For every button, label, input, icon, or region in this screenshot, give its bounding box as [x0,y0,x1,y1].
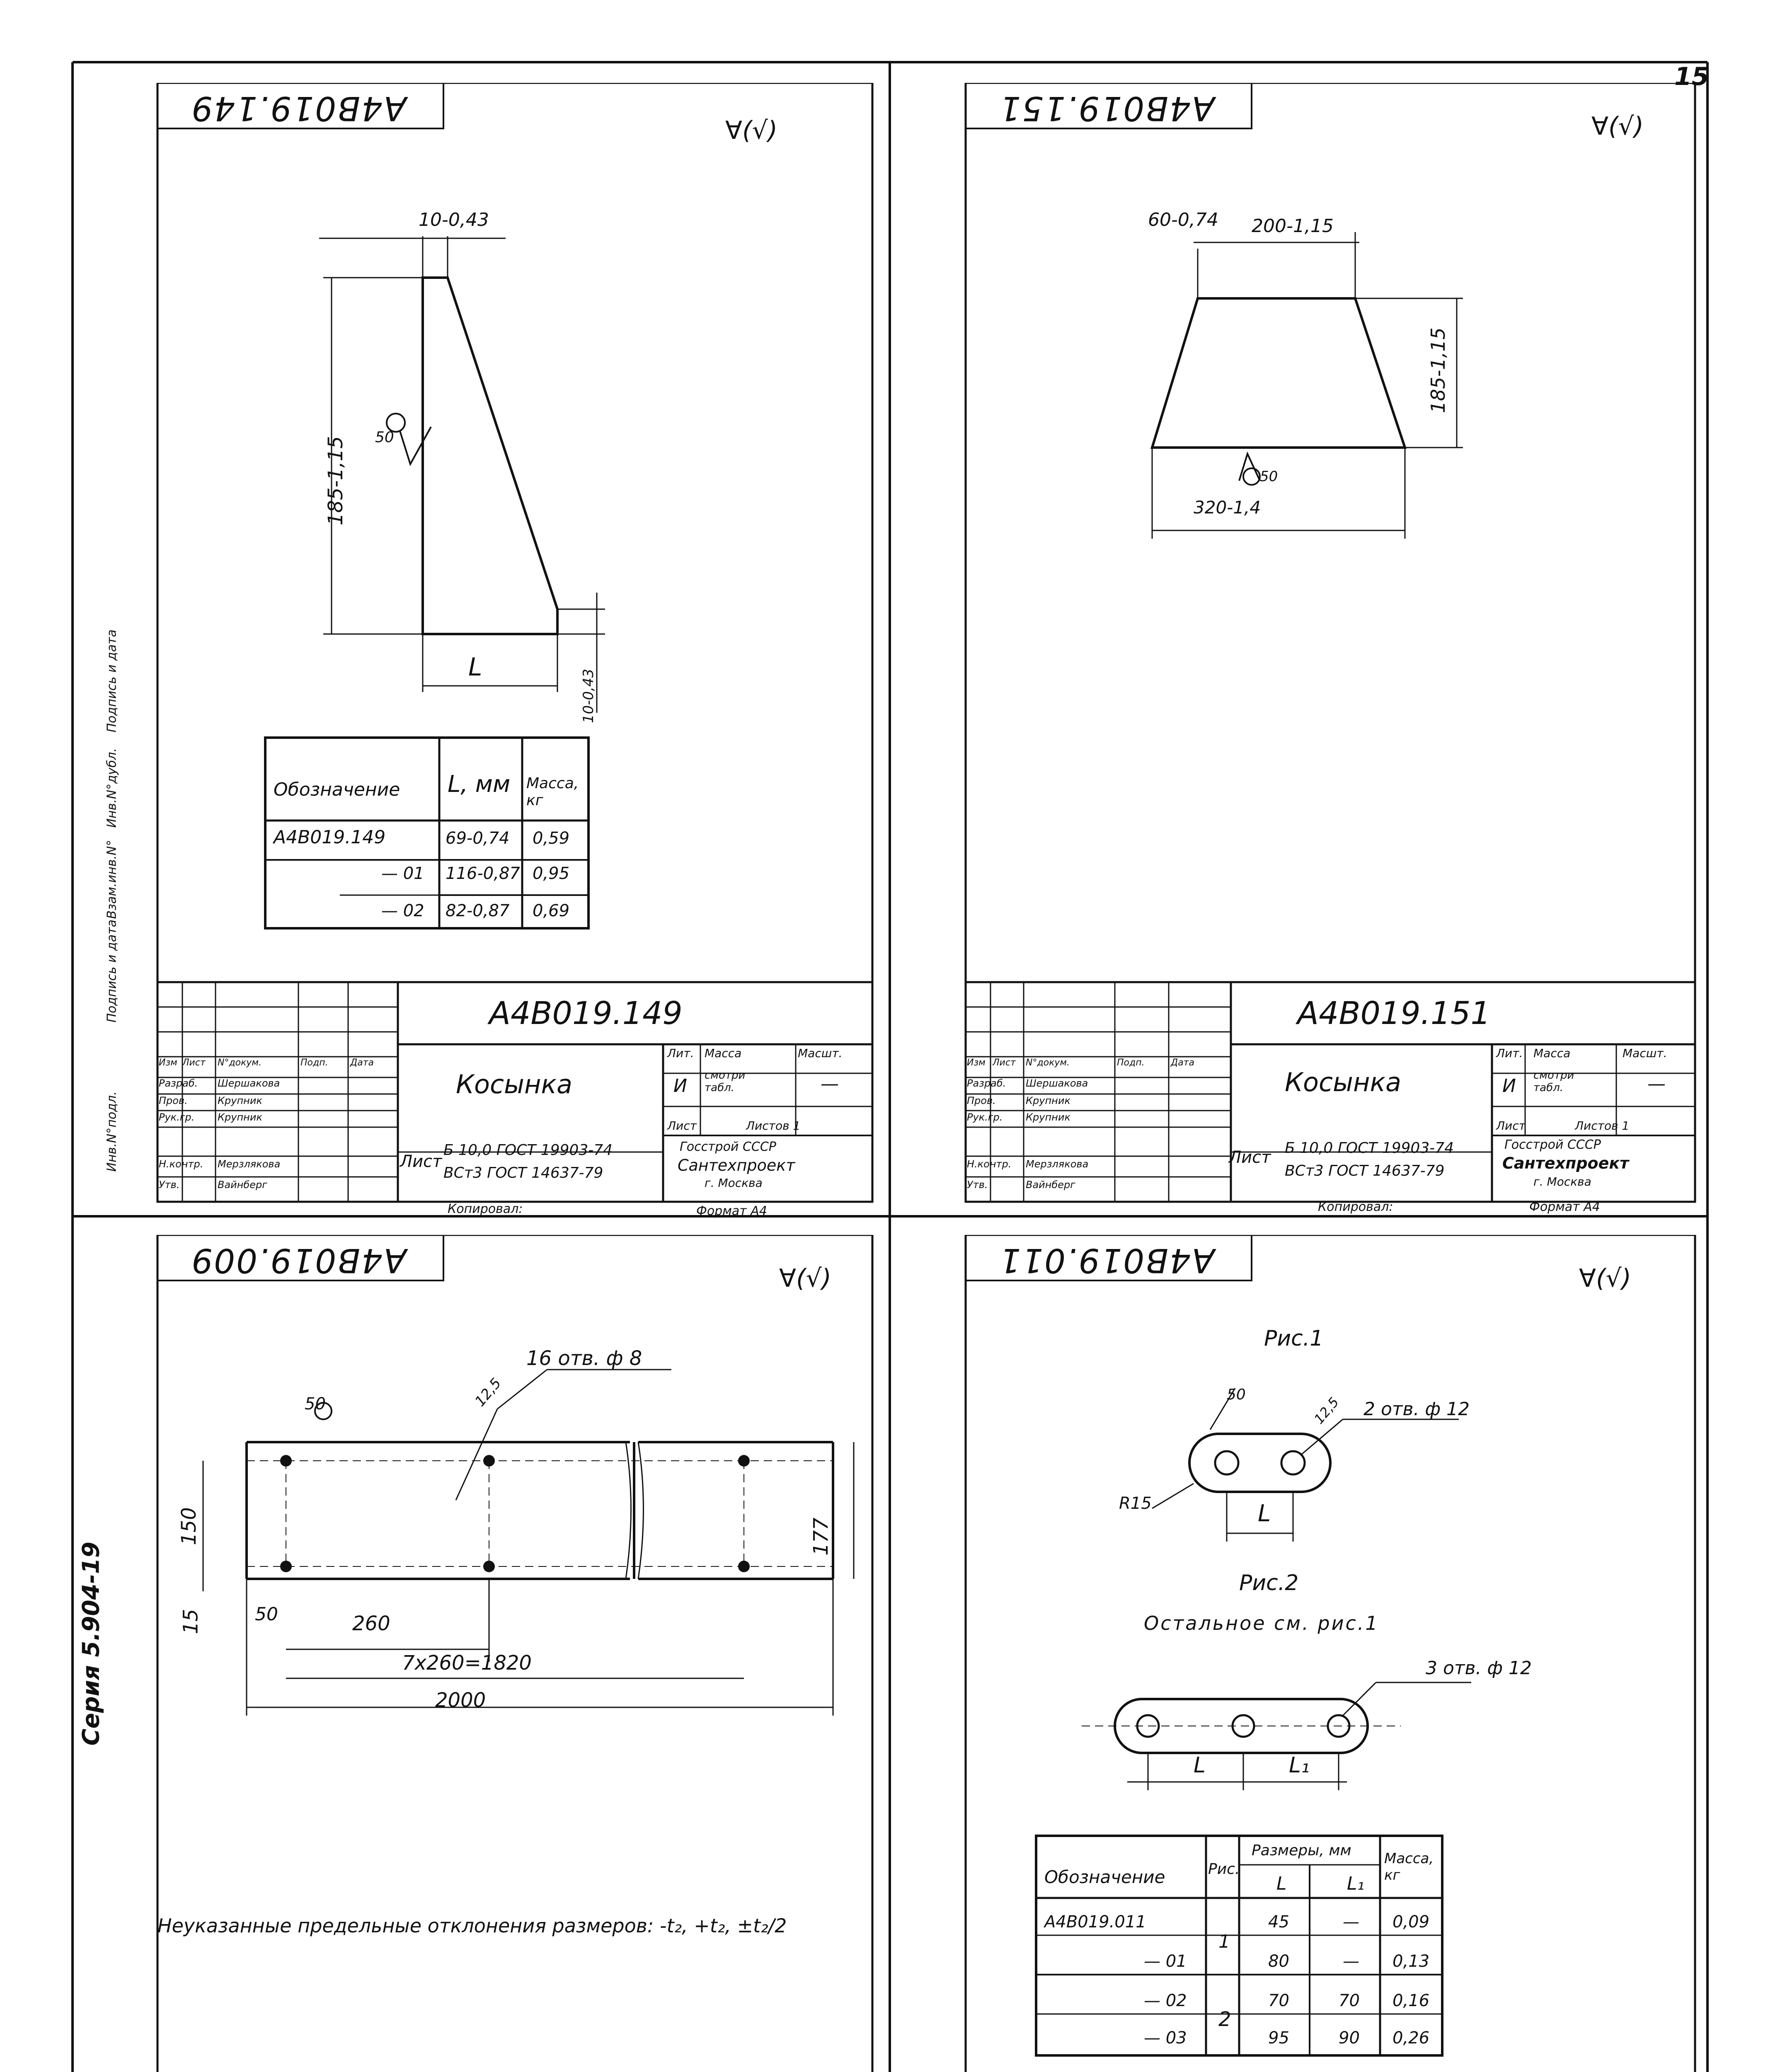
dim-177-009: 177 [809,1518,833,1556]
tb-151-col-date: Дата [1171,1058,1194,1068]
table-011-r3-c4: 0,26 [1393,2028,1430,2048]
tb-149-col-doc: N°докум. [218,1058,262,1068]
tb-151-format: Формат А4 [1529,1200,1600,1214]
dim-150-009: 150 [177,1507,201,1545]
side-label-1: Подпись и дата [104,920,119,1023]
table-011-header-2: Размеры, мм [1252,1842,1351,1859]
table-149-r1-c0: — 01 [381,864,424,883]
table-011-header-0: Обозначение [1044,1867,1165,1887]
fig2-note: Остальное см. рис.1 [1144,1612,1379,1634]
sheet-151 [903,83,1699,1210]
tb-151-code: А4В019.151 [1297,995,1491,1031]
weld-label-009: 50 [305,1394,326,1414]
tb-151-scale-label: Масшт. [1623,1046,1667,1060]
table-149-r2-c1: 82-0,87 [446,901,510,920]
fig2-holes: 3 отв. ф 12 [1426,1658,1532,1679]
tb-149-col-date: Дата [350,1058,374,1068]
tb-149-org-2: Сантехпроект [678,1156,795,1174]
dim-bottom-151: 320-1,4 [1194,497,1261,518]
table-011-r2-c1: 2 [1218,2008,1231,2031]
tb-151-role-4: Утв. [967,1179,988,1191]
tb-149-name-4: Вайнберг [218,1179,267,1191]
tb-149-lit-label: Лит. [667,1046,694,1060]
tb-151-org-2: Сантехпроект [1502,1154,1629,1172]
table-011-r1-c4: 0,13 [1393,1952,1430,1971]
tb-151-col-doc: N°докум. [1026,1058,1070,1068]
table-011-r0-c4: 0,09 [1393,1912,1430,1932]
tb-149-sheets-label: Листов 1 [746,1119,801,1133]
tb-151-col-izm: Изм [967,1058,986,1068]
fig2-label: Рис.2 [1239,1571,1299,1595]
tb-151-material-bottom: ВСт3 ГОСТ 14637-79 [1285,1162,1445,1179]
table-149-r0-c2: 0,59 [533,829,570,848]
tb-151-org-3: г. Москва [1533,1175,1591,1188]
roughness-symbol-011: ∀(√) [1579,1264,1632,1293]
table-011-r0-c1: 1 [1218,1931,1230,1952]
side-label-0: Инв.N°подл. [104,1091,119,1172]
dim-top-149: 10-0,43 [419,209,489,230]
fig1-weld: 50 [1227,1386,1246,1403]
sheet-149 [83,83,879,1210]
tb-151-lit-label: Лит. [1496,1046,1523,1060]
gusset-part-151 [1152,232,1463,539]
tb-149-material-top: Б 10,0 ГОСТ 19903-74 [443,1142,613,1159]
sheet-011-stamp: А4В019.011 [998,1241,1215,1280]
tb-151-role-0: Разраб. [967,1077,1006,1089]
tb-149-scale-value: — [821,1073,839,1094]
tb-149-mass-label: Масса [705,1046,742,1060]
tb-149-org-3: г. Москва [705,1176,763,1190]
roughness-12-5-009: 12,5 [472,1375,505,1410]
dim-L-149: L [468,653,482,682]
table-149-r0-c1: 69-0,74 [446,829,510,848]
fig1-label: Рис.1 [1264,1326,1324,1351]
tb-151-mass-label: Масса [1533,1046,1571,1060]
table-149-r1-c1: 116-0,87 [446,864,520,883]
holes-label-009: 16 отв. ф 8 [526,1347,642,1370]
tb-151-name-4: Вайнберг [1026,1179,1075,1191]
table-011-sub-0: L [1276,1873,1287,1894]
tb-149-code: А4В019.149 [489,995,683,1031]
tb-149-material-bottom: ВСт3 ГОСТ 14637-79 [443,1164,603,1181]
table-011-r3-c0: — 03 [1144,2028,1187,2048]
tb-151-mass-value: смотри табл. [1533,1069,1574,1094]
table-011-r1-c3: — [1343,1952,1359,1971]
fig1-roughness: 12,5 [1311,1394,1342,1427]
tb-151-title: Косынка [1285,1067,1401,1097]
dim-right-151: 185-1,15 [1427,327,1449,413]
fig1-holes: 2 отв. ф 12 [1363,1399,1470,1420]
tb-151-role-3: Н.контр. [967,1158,1012,1170]
gusset-part-149 [319,236,605,713]
tb-151-role-1: Пров. [967,1095,996,1106]
sheet-151-stamp: А4В019.151 [998,89,1215,128]
tb-151-role-2: Рук.гр. [967,1111,1003,1123]
tb-151-name-3: Мерзлякова [1026,1158,1089,1170]
weld-label-149: 50 [375,429,394,446]
tb-149-org-1: Госстрой СССР [680,1140,776,1154]
tb-149-col-izm: Изм [159,1058,177,1068]
tb-149-name-1: Крупник [218,1095,262,1106]
dim-50-009: 50 [255,1604,278,1625]
table-149-header-1: L, мм [448,771,511,798]
dim-2000-009: 2000 [435,1689,486,1712]
side-label-2: Взам.инв.N° [104,840,119,919]
tb-149-role-3: Н.контр. [159,1158,203,1170]
table-011-r2-c0: — 02 [1144,1991,1187,2010]
table-011-r2-c4: 0,16 [1393,1991,1430,2010]
tb-151-copied: Копировал: [1318,1200,1393,1214]
fig2-dim-L: L [1194,1753,1206,1778]
tb-149-role-4: Утв. [159,1179,180,1191]
dim-bottom-right-149: 10-0,43 [580,668,597,723]
table-011-header-1: Рис. [1208,1861,1240,1878]
tb-149-col-sign: Подп. [300,1058,328,1068]
table-011-r0-c3: — [1343,1912,1359,1932]
series-label: Серия 5.904-19 [77,1542,105,1746]
fig1-dim-L: L [1258,1500,1271,1527]
tb-151-name-0: Шершакова [1026,1077,1088,1089]
tb-149-material-label: Лист [400,1152,442,1171]
roughness-symbol-151: ∀(√) [1591,112,1644,141]
roughness-symbol-009: ∀(√) [779,1264,832,1293]
table-011-r3-c3: 90 [1339,2028,1360,2048]
tb-151-material-top: Б 10,0 ГОСТ 19903-74 [1285,1140,1454,1157]
dim-260-009: 260 [352,1612,390,1635]
tb-151-name-1: Крупник [1026,1095,1070,1106]
tb-149-mass-value: смотри табл. [705,1069,746,1094]
tb-149-sheet-label: Лист [667,1119,697,1133]
table-011-r0-c0: А4В019.011 [1044,1912,1146,1932]
side-label-4: Подпись и дата [104,629,119,733]
fig2-dim-L1: L₁ [1289,1753,1310,1778]
tb-149-format: Формат А4 [696,1204,767,1218]
weld-label-151: 50 [1260,468,1278,485]
table-011-r1-c2: 80 [1268,1952,1289,1971]
sheet-009-stamp: А4В019.009 [190,1241,407,1280]
tb-151-col-sign: Подп. [1117,1058,1145,1068]
table-149-r2-c2: 0,69 [533,901,570,920]
dim-top-151: 200-1,15 [1252,215,1334,237]
tb-151-sheet-label: Лист [1496,1119,1526,1133]
tolerance-note-009: Неуказанные предельные отклонения размеров: -t₂, +t₂, ±t₂/2 [157,1915,787,1937]
tb-149-title: Косынка [456,1069,572,1099]
dim-7x260-009: 7х260=1820 [402,1651,532,1675]
table-149-header-0: Обозначение [274,779,400,800]
tb-151-lit-value: И [1502,1075,1516,1097]
tb-149-copied: Копировал: [448,1202,523,1216]
tb-151-name-2: Крупник [1026,1111,1070,1123]
tb-149-role-2: Рук.гр. [159,1111,195,1123]
table-011-r2-c3: 70 [1339,1991,1360,2010]
table-011-r3-c2: 95 [1268,2028,1289,2048]
tb-149-role-1: Пров. [159,1095,188,1106]
page-number: 15 [1674,62,1709,91]
tb-151-sheets-label: Листов 1 [1575,1119,1630,1133]
table-149-r2-c0: — 02 [381,901,424,920]
fig1-radius: R15 [1119,1494,1152,1513]
table-149-r0-c0: А4В019.149 [274,827,386,848]
tb-151-org-1: Госстрой СССР [1504,1138,1601,1152]
table-011-r1-c0: — 01 [1144,1952,1187,1971]
table-149-r1-c2: 0,95 [533,864,570,883]
side-label-3: Инв.N°дубл. [104,748,119,828]
strip-part-fig2 [1082,1682,1471,1790]
roughness-symbol: ∀(√) [725,116,778,145]
tb-149-scale-label: Масшт. [798,1046,843,1060]
tb-149-name-2: Крупник [218,1111,262,1123]
tb-149-lit-value: И [673,1075,687,1097]
table-011-header-3: Масса, кг [1384,1850,1434,1883]
table-011-r2-c2: 70 [1268,1991,1289,2010]
tb-151-material-label: Лист [1229,1148,1271,1167]
table-011-sub-1: L₁ [1347,1873,1365,1894]
tb-151-scale-value: — [1647,1073,1666,1094]
sheet-149-stamp: А4В019.149 [190,89,407,128]
tb-149-role-0: Разраб. [159,1077,198,1089]
dim-top-left-151: 60-0,74 [1148,209,1218,230]
sheet-011 [903,1235,1699,2072]
dim-height-149: 185-1,15 [324,436,347,525]
tb-149-name-3: Мерзлякова [218,1158,281,1170]
tb-151-col-list: Лист [993,1058,1016,1068]
tb-149-col-list: Лист [182,1058,206,1068]
table-149-header-2: Масса, кг [526,775,579,809]
dim-15-009: 15 [179,1609,203,1634]
tb-149-name-0: Шершакова [218,1077,280,1089]
table-011-r0-c2: 45 [1268,1912,1289,1932]
